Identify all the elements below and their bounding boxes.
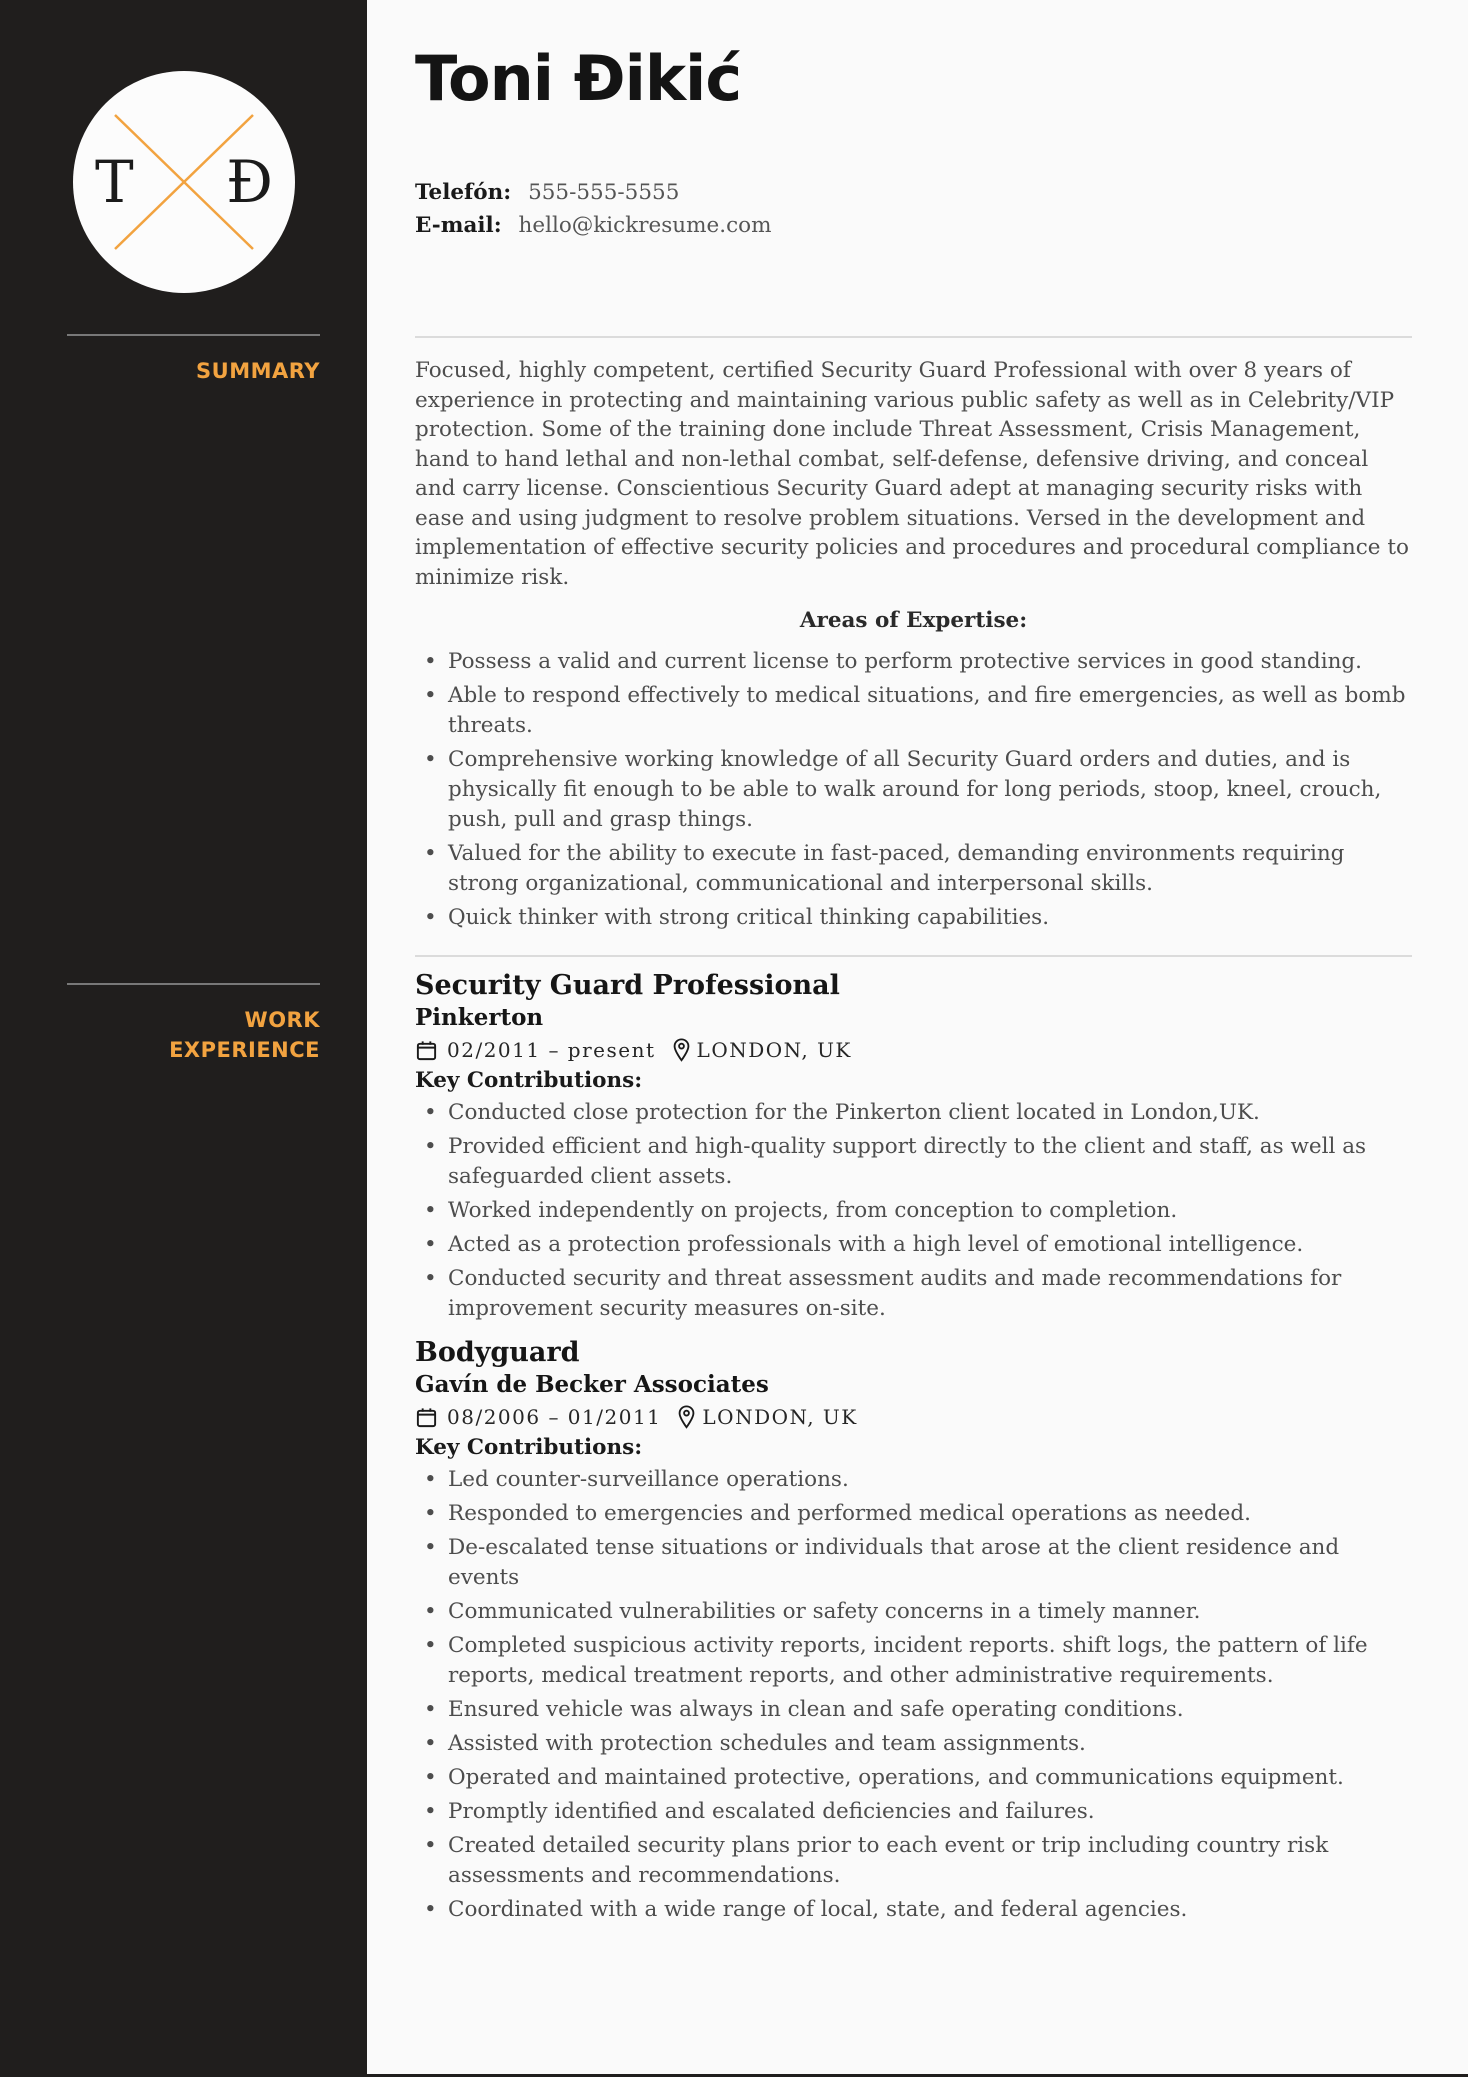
expertise-list	[415, 647, 1412, 933]
list-item: • Possess a valid and current license to perform protective services in good standing.	[415, 647, 1412, 677]
areas-of-expertise-heading: Areas of Expertise:	[799, 608, 1028, 633]
list-item: • Assisted with protection schedules and team assignments.	[415, 1729, 1412, 1759]
phone-row	[415, 176, 1412, 209]
list-item: • Completed suspicious activity reports, incident reports. shift logs, the pattern of life reports, medical treatment reports, and other administrative requirements.	[415, 1631, 1412, 1691]
list-item: • Acted as a protection professionals with a high level of emotional intelligence.	[415, 1230, 1412, 1260]
list-item: • Operated and maintained protective, operations, and communications equipment.	[415, 1763, 1412, 1793]
list-item: • Promptly identified and escalated deficiencies and failures.	[415, 1797, 1412, 1827]
sidebar-section-summary	[67, 334, 320, 386]
logo-initial-left: T	[95, 148, 134, 216]
job-period: 02/2011 – present	[447, 1038, 656, 1062]
calendar-icon	[415, 1406, 438, 1429]
sidebar	[0, 0, 367, 2077]
phone-value: 555-555-5555	[528, 180, 680, 205]
list-item: • Created detailed security plans prior to each event or trip including country risk assessments and recommendations.	[415, 1831, 1412, 1891]
summary-paragraph: Focused, highly competent, certified Security Guard Professional with over 8 years of experience in protecting and maintaining various public safety as well as in Celebrity/VIP protection. Some of the training done include Threat Assessment, Crisis Management, hand to hand lethal and non-lethal combat, self-defense, defensive driving, and conceal and carry license. Conscientious Security Guard adept at managing security risks with ease and using judgment to resolve problem situations. Versed in the development and implementation of effective security policies and procedures and procedural compliance to minimize risk.	[415, 358, 1409, 590]
job-meta-row	[415, 1036, 1412, 1064]
sidebar-divider	[67, 983, 320, 985]
job-entry	[415, 969, 1412, 1324]
candidate-name: Toni Đikić	[415, 42, 742, 115]
list-item: • Valued for the ability to execute in fast-paced, demanding environments requiring strong organizational, communicational and interpersonal skills.	[415, 839, 1412, 899]
location-pin-icon	[678, 1405, 695, 1429]
job-company: Pinkerton	[415, 1004, 544, 1031]
list-item: • De-escalated tense situations or individuals that arose at the client residence and events	[415, 1533, 1412, 1593]
main-content	[367, 0, 1468, 2077]
logo-initials	[73, 71, 295, 293]
phone-label: Telefón:	[415, 180, 512, 205]
email-label: E-mail:	[415, 213, 502, 238]
job-location-group	[673, 1036, 852, 1064]
list-item: • Comprehensive working knowledge of all Security Guard orders and duties, and is physically fit enough to be able to walk around for long periods, stoop, kneel, crouch, push, pull and grasp things.	[415, 745, 1412, 835]
list-item: • Ensured vehicle was always in clean and safe operating conditions.	[415, 1695, 1412, 1725]
list-item: • Provided efficient and high-quality support directly to the client and staff, as well as safeguarded client assets.	[415, 1132, 1412, 1192]
email-value: hello@kickresume.com	[518, 213, 772, 238]
calendar-icon	[415, 1039, 438, 1062]
sidebar-divider	[67, 334, 320, 336]
work-experience-divider	[415, 955, 1412, 957]
job-title: Security Guard Professional	[415, 970, 840, 1001]
job-meta-row	[415, 1403, 1412, 1431]
job-company: Gavín de Becker Associates	[415, 1371, 769, 1398]
list-item: • Responded to emergencies and performed medical operations as needed.	[415, 1499, 1412, 1529]
list-item: • Conducted close protection for the Pinkerton client located in London,UK.	[415, 1098, 1412, 1128]
list-item: • Coordinated with a wide range of local, state, and federal agencies.	[415, 1895, 1412, 1925]
list-item: • Able to respond effectively to medical situations, and fire emergencies, as well as bomb threats.	[415, 681, 1412, 741]
key-contributions-label: Key Contributions:	[415, 1068, 643, 1093]
list-item: • Worked independently on projects, from conception to completion.	[415, 1196, 1412, 1226]
job-location-group	[678, 1403, 857, 1431]
list-item: • Quick thinker with strong critical thinking capabilities.	[415, 903, 1412, 933]
job-period: 08/2006 – 01/2011	[447, 1405, 662, 1429]
sidebar-label-summary: SUMMARY	[196, 359, 320, 383]
list-item: • Communicated vulnerabilities or safety concerns in a timely manner.	[415, 1597, 1412, 1627]
job-location: LONDON, UK	[696, 1038, 852, 1062]
sidebar-label-work-experience: WORK EXPERIENCE	[169, 1008, 320, 1062]
job-bullet-list	[415, 1098, 1412, 1324]
location-pin-icon	[673, 1038, 690, 1062]
summary-divider	[415, 336, 1412, 338]
email-row	[415, 209, 1412, 242]
sidebar-section-work-experience	[67, 983, 320, 1065]
job-title: Bodyguard	[415, 1337, 580, 1368]
job-entry	[415, 1336, 1412, 1925]
key-contributions-label: Key Contributions:	[415, 1435, 643, 1460]
list-item: • Led counter-surveillance operations.	[415, 1465, 1412, 1495]
list-item: • Conducted security and threat assessment audits and made recommendations for improvement security measures on-site.	[415, 1264, 1412, 1324]
contact-block	[415, 176, 1412, 242]
monogram-logo	[73, 71, 295, 293]
logo-initial-right: Đ	[226, 148, 273, 216]
job-bullet-list	[415, 1465, 1412, 1925]
job-location: LONDON, UK	[702, 1405, 858, 1429]
